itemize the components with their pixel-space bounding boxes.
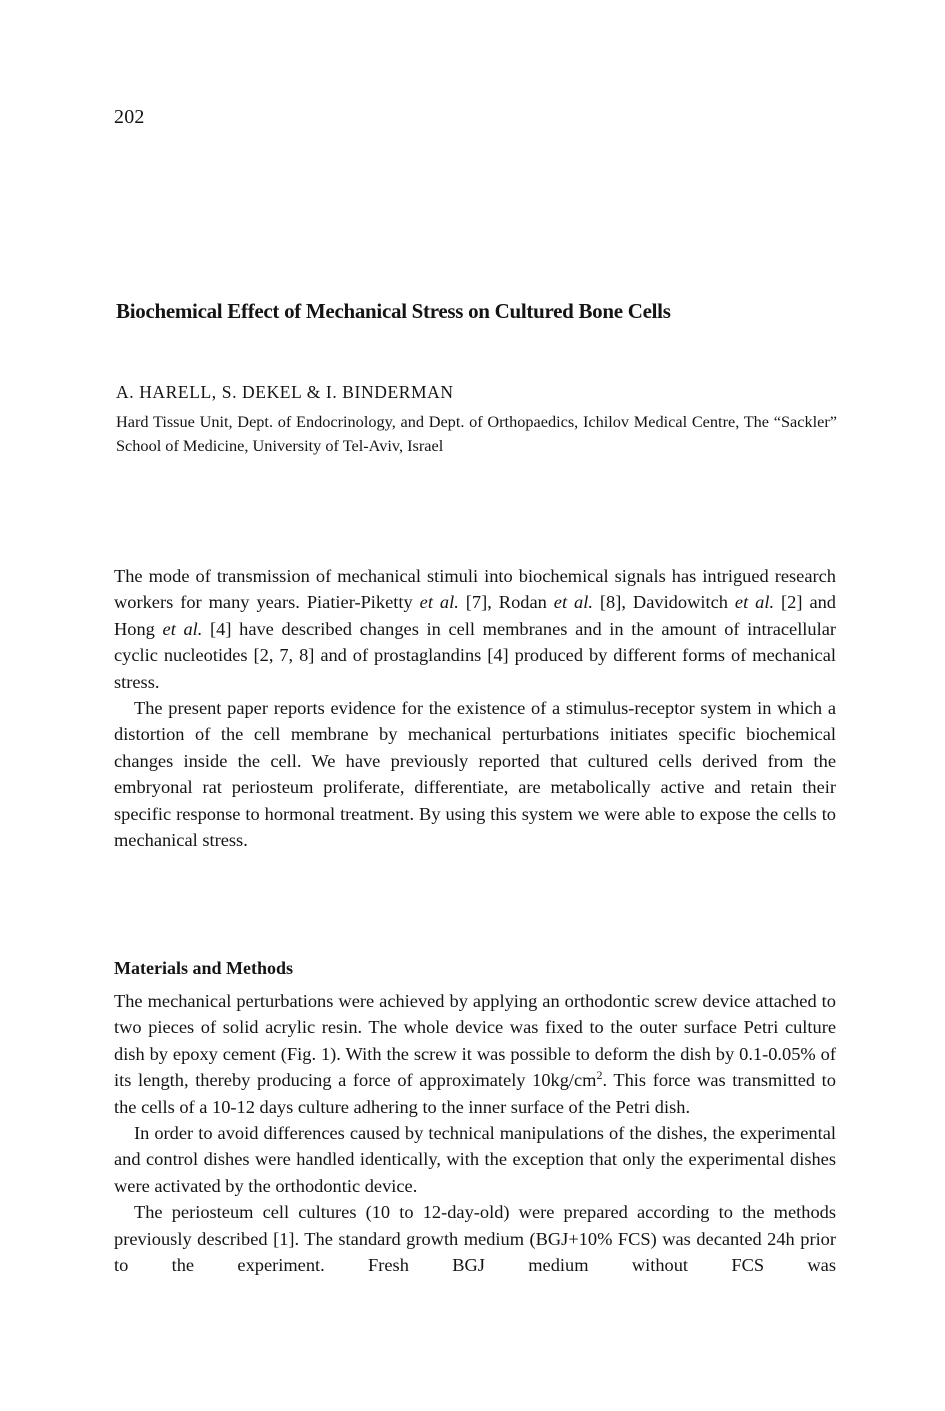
text-run: [7], Rodan bbox=[458, 592, 554, 613]
text-run: [4] have described changes in cell membranes and in the amount of intracellular cyclic nucleotides [2, 7, 8] and of prostaglandins [4] produced by different forms of mechanical stress. bbox=[114, 618, 837, 692]
introduction-section bbox=[114, 563, 836, 853]
author-affiliation: Hard Tissue Unit, Dept. of Endocrinology, and Dept. of Orthopaedics, Ichilov Medical Centre, The “Sackler” School of Medicine, University of Tel-Aviv, Israel bbox=[116, 412, 837, 455]
methods-paragraph-3: The periosteum cell cultures (10 to 12-day-old) were prepared according to the methods previously described [1]. The standard growth medium (BGJ+10% FCS) was decanted 24h prior to the experiment. Fresh BGJ medium without FCS was bbox=[114, 1202, 836, 1276]
italic-et-al: et al. bbox=[419, 592, 459, 613]
superscript: 2 bbox=[596, 1068, 603, 1083]
methods-section bbox=[114, 988, 836, 1278]
italic-et-al: et al. bbox=[734, 592, 775, 613]
italic-et-al: et al. bbox=[553, 592, 593, 613]
methods-paragraph-1 bbox=[114, 988, 836, 1120]
intro-paragraph-2: The present paper reports evidence for the existence of a stimulus-receptor system in which a distortion of the cell membrane by mechanical perturbations initiates specific biochemical changes inside the cell. We have previously reported that cultured cells derived from the embryonal rat periosteum proliferate, differentiate, are metabolically active and retain their specific response to hormonal treatment. By using this system we were able to expose the cells to mechanical stress. bbox=[114, 698, 836, 851]
text-run: The mode of transmission of mechanical stimuli into biochemical signals has intrigued research workers for many years. Piatier-Piketty bbox=[114, 566, 836, 613]
text-run: . This force was transmitted to the cells of a 10-12 days culture adhering to the inner surface of the Petri dish. bbox=[114, 1070, 836, 1117]
italic-et-al: et al. bbox=[162, 618, 203, 639]
text-run: [8], Davidowitch bbox=[592, 592, 735, 613]
page-number: 202 bbox=[114, 106, 145, 128]
intro-paragraph-1 bbox=[114, 563, 836, 695]
paper-title: Biochemical Effect of Mechanical Stress on Cultured Bone Cells bbox=[116, 299, 671, 323]
methods-paragraph-2: In order to avoid differences caused by technical manipulations of the dishes, the experimental and control dishes were handled identically, with the exception that only the experimental dishes were activated by the orthodontic device. bbox=[114, 1123, 836, 1196]
text-run: The mechanical perturbations were achieved by applying an orthodontic screw device attached to two pieces of solid acrylic resin. The whole device was fixed to the outer surface Petri culture dish by epoxy cement (Fig. 1). With the screw it was possible to deform the dish by 0.1-0.05% of its length, thereby producing a force of approximately 10kg/cm bbox=[114, 991, 836, 1091]
section-heading-materials-methods: Materials and Methods bbox=[114, 958, 293, 978]
text-run: [2] and Hong bbox=[114, 592, 836, 639]
author-list: A. HARELL, S. DEKEL & I. BINDERMAN bbox=[116, 382, 454, 402]
